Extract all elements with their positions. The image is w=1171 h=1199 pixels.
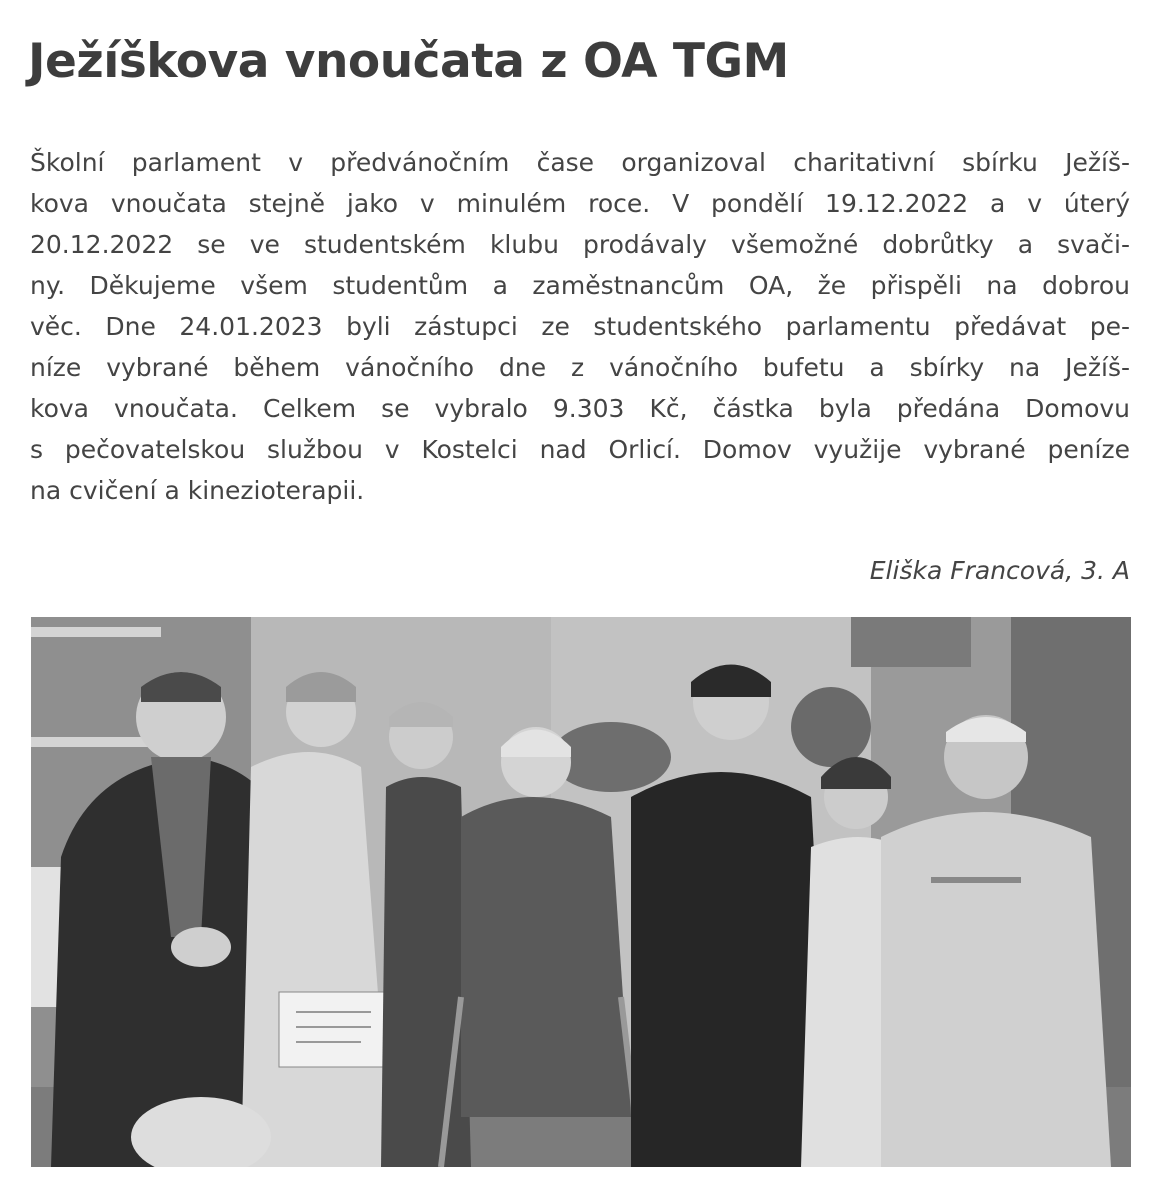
- body-line: ny. Děkujeme všem studentům a zaměstnancům OA, že přispěli na dobrou: [30, 271, 1130, 300]
- article-author: Eliška Francová, 3. A: [869, 556, 1130, 585]
- body-line: kova vnoučata. Celkem se vybralo 9.303 Kč, částka byla předána Domovu: [30, 394, 1130, 423]
- article-body: [30, 142, 1130, 511]
- body-line: 20.12.2022 se ve studentském klubu prodávaly všemožné dobrůtky a svači-: [30, 230, 1130, 259]
- article-title: Ježíškova vnoučata z OA TGM: [28, 34, 789, 89]
- body-line: na cvičení a kinezioterapii.: [30, 476, 365, 505]
- body-line: níze vybrané během vánočního dne z vánočního bufetu a sbírky na Ježíš-: [30, 353, 1130, 382]
- body-line: Školní parlament v předvánočním čase organizoval charitativní sbírku Ježíš-: [30, 148, 1130, 177]
- body-line: věc. Dne 24.01.2023 byli zástupci ze studentského parlamentu předávat pe-: [30, 312, 1130, 341]
- body-line: s pečovatelskou službou v Kostelci nad Orlicí. Domov využije vybrané peníze: [30, 435, 1130, 464]
- group-photo-illustration: [31, 617, 1131, 1167]
- body-line: kova vnoučata stejně jako v minulém roce. V pondělí 19.12.2022 a v úterý: [30, 189, 1130, 218]
- group-photo: [31, 617, 1131, 1167]
